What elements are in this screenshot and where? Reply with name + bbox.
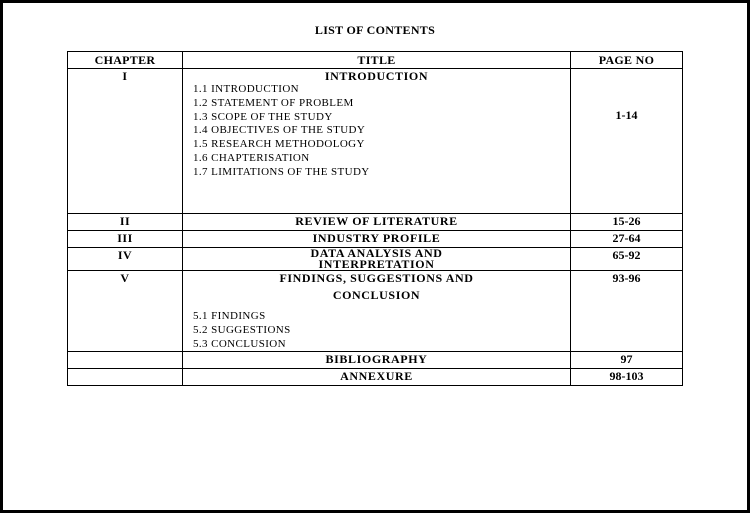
subsection-item: 5.1 FINDINGS xyxy=(193,310,266,322)
page-range: 97 xyxy=(571,352,683,369)
column-header-chapter: CHAPTER xyxy=(68,52,183,69)
chapter-title-line: CONCLUSION xyxy=(332,288,421,302)
chapter-title-cell xyxy=(183,214,571,231)
table-row xyxy=(68,271,683,352)
subsection-item: 1.5 RESEARCH METHODOLOGY xyxy=(193,138,365,151)
chapter-title-cell xyxy=(183,248,571,271)
chapter-title: INDUSTRY PROFILE xyxy=(312,231,441,245)
page-range: 65-92 xyxy=(571,248,683,271)
chapter-title: INTRODUCTION xyxy=(324,69,429,83)
chapter-title: BIBLIOGRAPHY xyxy=(325,352,428,367)
table-row xyxy=(68,352,683,369)
column-header-page: PAGE NO xyxy=(571,52,683,69)
chapter-title-cell xyxy=(183,69,571,214)
chapter-number: II xyxy=(68,214,183,231)
subsection-item: 5.3 CONCLUSION xyxy=(193,337,286,350)
table-row xyxy=(68,69,683,214)
subsection-item: 1.2 STATEMENT OF PROBLEM xyxy=(193,96,354,109)
chapter-title-line: INTERPRETATION xyxy=(318,257,435,271)
chapter-title-cell xyxy=(183,271,571,352)
chapter-title-cell xyxy=(183,231,571,248)
subsection-item: 1.1 INTRODUCTION xyxy=(193,83,300,95)
chapter-number: III xyxy=(68,231,183,248)
subsection-item: 1.3 SCOPE OF THE STUDY xyxy=(193,110,333,123)
subsection-list xyxy=(183,310,570,351)
page-range: 93-96 xyxy=(571,271,683,352)
chapter-number: V xyxy=(68,271,183,352)
page-range: 98-103 xyxy=(571,369,683,386)
page-title: LIST OF CONTENTS xyxy=(314,23,436,37)
table-row xyxy=(68,248,683,271)
table-header-row xyxy=(68,52,683,69)
chapter-title-line: FINDINGS, SUGGESTIONS AND xyxy=(279,271,474,285)
subsection-item: 1.4 OBJECTIVES OF THE STUDY xyxy=(193,124,366,137)
table-row xyxy=(68,369,683,386)
subsection-item: 1.6 CHAPTERISATION xyxy=(193,151,310,164)
table-row xyxy=(68,231,683,248)
subsection-item: 1.7 LIMITATIONS OF THE STUDY xyxy=(193,165,370,178)
chapter-title-cell xyxy=(183,352,571,369)
page-range: 1-14 xyxy=(571,69,683,214)
subsection-item: 5.2 SUGGESTIONS xyxy=(193,323,291,336)
table-row xyxy=(68,214,683,231)
page-range: 15-26 xyxy=(571,214,683,231)
chapter-number xyxy=(68,352,183,369)
subsection-list xyxy=(183,83,570,180)
document-page xyxy=(3,3,747,510)
chapter-title-line: DATA ANALYSIS AND xyxy=(310,246,443,260)
chapter-title: REVIEW OF LITERATURE xyxy=(295,214,458,228)
chapter-number: I xyxy=(68,69,183,214)
chapter-number xyxy=(68,369,183,386)
chapter-number: IV xyxy=(68,248,183,271)
page-range: 27-64 xyxy=(571,231,683,248)
chapter-title-cell xyxy=(183,369,571,386)
column-header-title: TITLE xyxy=(183,52,571,69)
chapter-title: ANNEXURE xyxy=(340,369,413,384)
contents-table xyxy=(67,51,683,386)
